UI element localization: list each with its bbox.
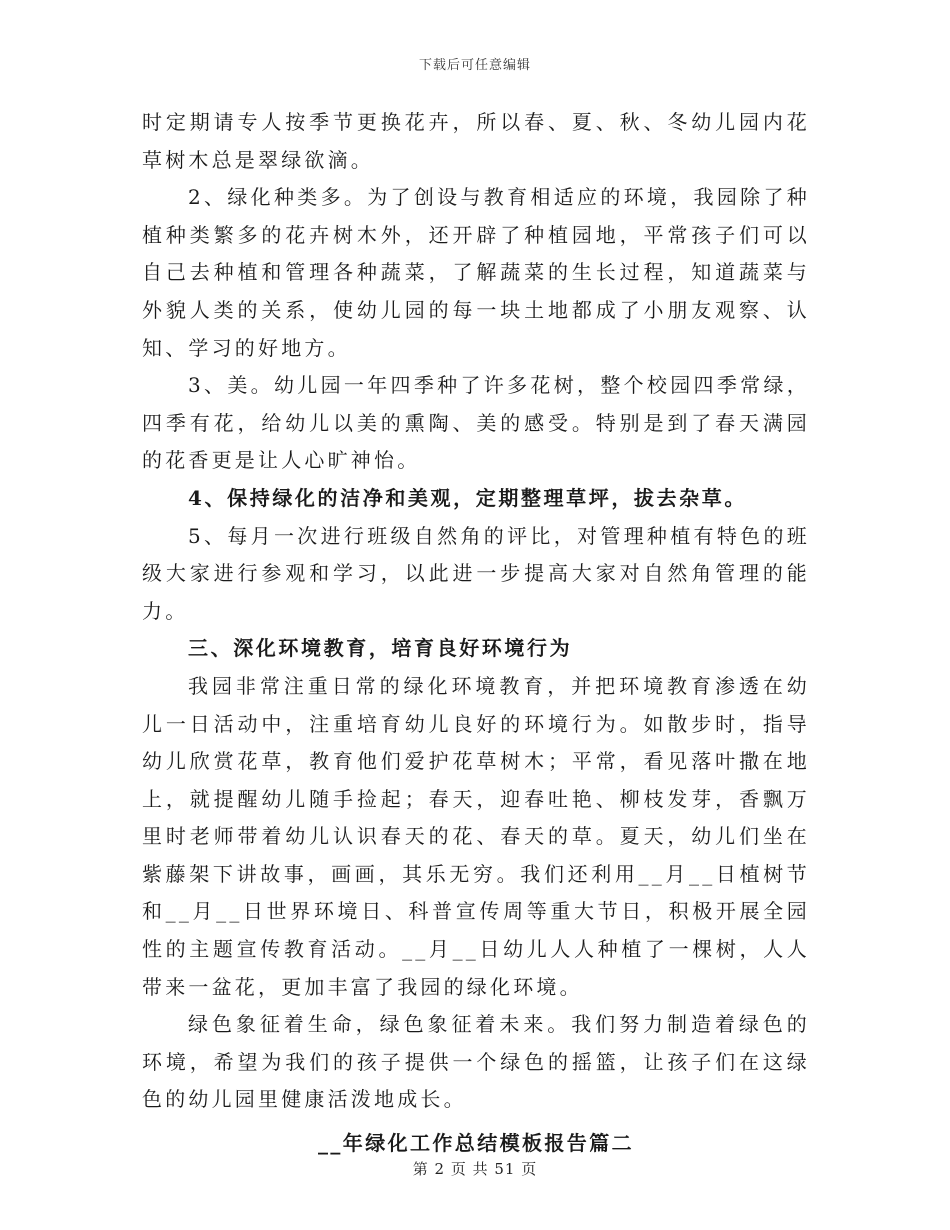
page-number: 第 2 页 共 51 页: [412, 1160, 538, 1178]
section-heading-3: 三、深化环境教育，培育良好环境行为: [188, 636, 573, 661]
document-body: [142, 104, 810, 1163]
paragraph-item-5: 5、每月一次进行班级自然角的评比，对管理种植有特色的班级大家进行参观和学习，以此进一步提高大家对自然角管理的能力。: [142, 523, 810, 623]
header-note: 下载后可任意编辑: [418, 58, 531, 73]
paragraph-item-4: 4、保持绿化的洁净和美观，定期整理草坪，拔去杂草。: [188, 485, 747, 510]
next-section-title: __年绿化工作总结模板报告篇二: [318, 1131, 634, 1156]
paragraph-environment-education: 我园非常注重日常的绿化环境教育，并把环境教育渗透在幼儿一日活动中，注重培育幼儿良好的环境行为。如散步时，指导幼儿欣赏花草，教育他们爱护花草树木；平常，看见落叶撒在地上，就提醒幼儿随手捡起；春天，迎春吐艳、柳枝发芽，香飘万里时老师带着幼儿认识春天的花、春天的草。夏天，幼儿们坐在紫藤架下讲故事，画画，其乐无穷。我们还利用__月__日植树节和__月__日世界环境日、科普宣传周等重大节日，积极开展全园性的主题宣传教育活动。__月__日幼儿人人种植了一棵树，人人带来一盆花，更加丰富了我园的绿化环境。: [142, 673, 810, 999]
paragraph-item-3: 3、美。幼儿园一年四季种了许多花树，整个校园四季常绿，四季有花，给幼儿以美的熏陶、美的感受。特别是到了春天满园的花香更是让人心旷神怡。: [142, 373, 810, 473]
paragraph-item-2: 2、绿化种类多。为了创设与教育相适应的环境，我园除了种植种类繁多的花卉树木外，还开辟了种植园地，平常孩子们可以自己去种植和管理各种蔬菜，了解蔬菜的生长过程，知道蔬菜与外貌人类的关系，使幼儿园的每一块土地都成了小朋友观察、认知、学习的好地方。: [142, 185, 810, 360]
paragraph-conclusion: 绿色象征着生命，绿色象征着未来。我们努力制造着绿色的环境，希望为我们的孩子提供一个绿色的摇篮，让孩子们在这绿色的幼儿园里健康活泼地成长。: [142, 1012, 810, 1112]
paragraph-continuation: 时定期请专人按季节更换花卉，所以春、夏、秋、冬幼儿园内花草树木总是翠绿欲滴。: [142, 110, 810, 172]
